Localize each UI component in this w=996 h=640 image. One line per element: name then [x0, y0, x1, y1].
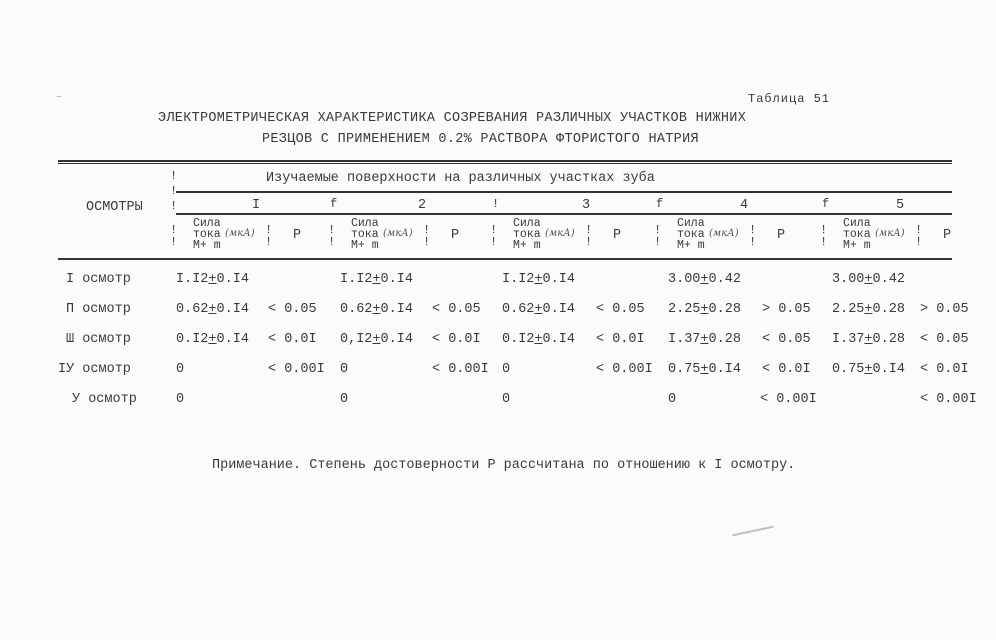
- cell-value: [668, 302, 741, 317]
- cell-value: [832, 332, 905, 347]
- cell-error: 0.28: [708, 332, 741, 347]
- sub-current-label-3: М+ m: [677, 239, 705, 252]
- cell-error: 0.I4: [708, 362, 741, 377]
- sub-p-label: P: [777, 228, 786, 243]
- cell-mean: 0: [502, 392, 511, 407]
- cell-error: 0.I4: [216, 272, 249, 287]
- cell-p-value: < 0.05: [596, 302, 645, 317]
- sub-separator: !: [265, 235, 273, 249]
- sub-p-label: P: [943, 228, 952, 243]
- header-bottom-rule: [58, 258, 952, 260]
- cell-value: [668, 392, 676, 407]
- section-rule: [176, 213, 952, 215]
- cell-mean: I.I2: [340, 272, 373, 287]
- row-label: П осмотр: [66, 302, 131, 317]
- cell-value: [340, 302, 413, 317]
- cell-mean: 0: [176, 362, 185, 377]
- plus-minus: +: [372, 272, 381, 287]
- sub-current-label-2: тока: [677, 228, 705, 241]
- cell-p-value: < 0.00I: [596, 362, 653, 377]
- sub-separator: !: [585, 223, 593, 237]
- sub-separator: !: [490, 223, 498, 237]
- plus-minus: +: [208, 272, 217, 287]
- cell-p-value: < 0.05: [432, 302, 481, 317]
- plus-minus: +: [864, 362, 873, 377]
- cell-mean: I.37: [668, 332, 701, 347]
- cell-error: 0.I4: [380, 302, 413, 317]
- sub-separator: !: [820, 223, 828, 237]
- sub-separator: !: [915, 235, 923, 249]
- cell-mean: 3.00: [832, 272, 865, 287]
- section-separator: f: [330, 197, 338, 211]
- cell-value: [668, 272, 741, 287]
- section-number-4: 4: [740, 198, 749, 213]
- cell-error: 0.42: [872, 272, 905, 287]
- cell-mean: 0,I2: [340, 332, 373, 347]
- sub-separator: !: [170, 223, 178, 237]
- cell-value: [832, 302, 905, 317]
- sub-current-label-2: тока: [351, 228, 379, 241]
- cell-mean: I.I2: [176, 272, 209, 287]
- cell-p-value: < 0.00I: [268, 362, 325, 377]
- cell-mean: 0: [340, 362, 349, 377]
- sub-current-label-3: М+ m: [193, 239, 221, 252]
- cell-error: 0.I4: [216, 332, 249, 347]
- sub-current-label-2: тока: [513, 228, 541, 241]
- sub-current-label-1: Сила: [677, 217, 705, 230]
- cell-value: [502, 272, 575, 287]
- sub-separator: !: [423, 223, 431, 237]
- cell-p-value: < 0.0I: [762, 362, 811, 377]
- cell-value: [502, 362, 510, 377]
- cell-mean: 0.I2: [502, 332, 535, 347]
- table-title-line-2: РЕЗЦОВ С ПРИМЕНЕНИЕМ 0.2% РАСТВОРА ФТОРИСТОГО НАТРИЯ: [262, 132, 699, 147]
- cell-mean: 0.75: [668, 362, 701, 377]
- cell-p-value: < 0.0I: [596, 332, 645, 347]
- column-group-title: Изучаемые поверхности на различных участках зуба: [266, 171, 655, 186]
- cell-value: [832, 272, 905, 287]
- sub-current-label-1: Сила: [351, 217, 379, 230]
- pen-mark: [732, 526, 773, 537]
- sub-separator: !: [265, 223, 273, 237]
- cell-mean: 0: [340, 392, 349, 407]
- sub-separator: !: [585, 235, 593, 249]
- sub-separator: !: [328, 235, 336, 249]
- sub-separator: !: [490, 235, 498, 249]
- sub-separator: !: [654, 223, 662, 237]
- cell-p-value: < 0.0I: [920, 362, 969, 377]
- sub-separator: !: [328, 223, 336, 237]
- sub-current-label-2: тока: [843, 228, 871, 241]
- cell-error: 0.42: [708, 272, 741, 287]
- sub-current-unit: (мкА): [383, 228, 413, 239]
- top-double-rule: [58, 160, 952, 162]
- cell-error: 0.28: [872, 332, 905, 347]
- header-separator: !: [170, 184, 178, 198]
- cell-mean: 3.00: [668, 272, 701, 287]
- sub-current-label-1: Сила: [513, 217, 541, 230]
- section-number-5: 5: [896, 198, 905, 213]
- header-separator: !: [170, 199, 178, 213]
- cell-mean: I.I2: [502, 272, 535, 287]
- sub-separator: !: [820, 235, 828, 249]
- cell-mean: 0: [176, 392, 185, 407]
- cell-p-value: > 0.05: [762, 302, 811, 317]
- cell-error: 0.I4: [872, 362, 905, 377]
- plus-minus: +: [208, 332, 217, 347]
- sub-current-unit: (мкА): [709, 228, 739, 239]
- cell-value: [176, 332, 249, 347]
- section-separator: f: [656, 197, 664, 211]
- plus-minus: +: [534, 272, 543, 287]
- cell-mean: 0.I2: [176, 332, 209, 347]
- sub-separator: !: [915, 223, 923, 237]
- cell-p-value: < 0.0I: [432, 332, 481, 347]
- sub-p-label: P: [613, 228, 622, 243]
- plus-minus: +: [700, 272, 709, 287]
- cell-p-value: < 0.05: [268, 302, 317, 317]
- cell-p-value: < 0.05: [920, 332, 969, 347]
- plus-minus: +: [372, 332, 381, 347]
- cell-value: [502, 392, 510, 407]
- table-note: Примечание. Степень достоверности Р рассчитана по отношению к I осмотру.: [212, 458, 796, 473]
- sub-current-unit: (мкА): [545, 228, 575, 239]
- table-number: Таблица 51: [748, 92, 831, 106]
- sub-current-label-1: Сила: [193, 217, 221, 230]
- cell-value: [502, 302, 575, 317]
- cell-error: 0.28: [872, 302, 905, 317]
- plus-minus: +: [700, 302, 709, 317]
- plus-minus: +: [700, 362, 709, 377]
- sub-separator: !: [749, 223, 757, 237]
- plus-minus: +: [372, 302, 381, 317]
- sub-separator: !: [654, 235, 662, 249]
- sub-p-label: P: [451, 228, 460, 243]
- section-number-3: 3: [582, 198, 591, 213]
- cell-value: [832, 362, 905, 377]
- cell-value: [668, 362, 741, 377]
- cell-mean: I.37: [832, 332, 865, 347]
- cell-p-value: < 0.00I: [432, 362, 489, 377]
- cell-mean: 0: [668, 392, 677, 407]
- cell-p-value: < 0.0I: [268, 332, 317, 347]
- group-rule: [176, 191, 952, 193]
- sub-current-label-1: Сила: [843, 217, 871, 230]
- cell-error: 0.28: [708, 302, 741, 317]
- cell-value: [176, 362, 184, 377]
- plus-minus: +: [864, 272, 873, 287]
- sub-separator: !: [170, 235, 178, 249]
- cell-value: [340, 392, 348, 407]
- sub-current-label-3: М+ m: [513, 239, 541, 252]
- sub-current-label-2: тока: [193, 228, 221, 241]
- plus-minus: +: [534, 332, 543, 347]
- section-separator: !: [492, 197, 500, 211]
- column-header-osmotry: ОСМОТРЫ: [86, 200, 143, 215]
- top-double-rule-2: [58, 163, 952, 164]
- table-title-line-1: ЭЛЕКТРОМЕТРИЧЕСКАЯ ХАРАКТЕРИСТИКА СОЗРЕВАНИЯ РАЗЛИЧНЫХ УЧАСТКОВ НИЖНИХ: [158, 111, 747, 126]
- cell-mean: 0.75: [832, 362, 865, 377]
- cell-value: [176, 392, 184, 407]
- cell-p-value: < 0.00I: [760, 392, 817, 407]
- cell-mean: 0.62: [176, 302, 209, 317]
- cell-error: 0.I4: [380, 332, 413, 347]
- sub-current-label-3: М+ m: [351, 239, 379, 252]
- sub-p-label: P: [293, 228, 302, 243]
- cell-value: [340, 332, 413, 347]
- cell-mean: 0.62: [502, 302, 535, 317]
- sub-current-unit: (мкА): [225, 228, 255, 239]
- cell-mean: 0.62: [340, 302, 373, 317]
- cell-value: [176, 302, 249, 317]
- cell-mean: 2.25: [832, 302, 865, 317]
- cell-error: 0.I4: [216, 302, 249, 317]
- page-mark: –: [56, 92, 63, 103]
- row-label: I осмотр: [66, 272, 131, 287]
- section-number-1: I: [252, 198, 261, 213]
- cell-p-value: > 0.05: [920, 302, 969, 317]
- cell-error: 0.I4: [542, 272, 575, 287]
- cell-p-value: < 0.05: [762, 332, 811, 347]
- plus-minus: +: [208, 302, 217, 317]
- sub-current-label-3: М+ m: [843, 239, 871, 252]
- section-separator: f: [822, 197, 830, 211]
- header-separator: !: [170, 169, 178, 183]
- plus-minus: +: [864, 332, 873, 347]
- cell-value: [668, 332, 741, 347]
- cell-mean: 2.25: [668, 302, 701, 317]
- cell-p-value: < 0.00I: [920, 392, 977, 407]
- cell-value: [340, 362, 348, 377]
- plus-minus: +: [864, 302, 873, 317]
- cell-value: [340, 272, 413, 287]
- cell-value: [176, 272, 249, 287]
- cell-value: [502, 332, 575, 347]
- cell-error: 0.I4: [380, 272, 413, 287]
- sub-separator: !: [423, 235, 431, 249]
- section-number-2: 2: [418, 198, 427, 213]
- row-label: Ш осмотр: [66, 332, 131, 347]
- cell-error: 0.I4: [542, 332, 575, 347]
- row-label: У осмотр: [72, 392, 137, 407]
- plus-minus: +: [700, 332, 709, 347]
- cell-error: 0.I4: [542, 302, 575, 317]
- sub-separator: !: [749, 235, 757, 249]
- cell-mean: 0: [502, 362, 511, 377]
- row-label: IУ осмотр: [58, 362, 131, 377]
- plus-minus: +: [534, 302, 543, 317]
- sub-current-unit: (мкА): [875, 228, 905, 239]
